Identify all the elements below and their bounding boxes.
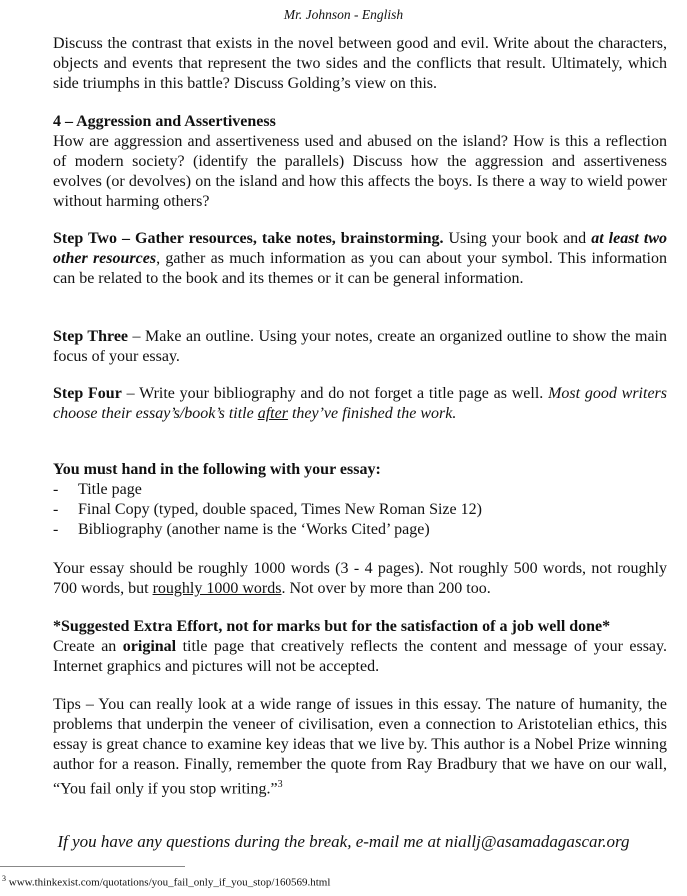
extra-bold: original [122,638,177,655]
tips-text: Tips – You can really look at a wide range of issues in this essay. The nature of humanity, the problems that underpin the veneer of civilisation, even a connection to Aristotelian ethics, this essay is great chance to examine key ideas that we live by. This author is a Nobel Prize winning author for a reason. Finally, remember the quote from Ray Bradbury that we have on our wall, “You fail only if you stop writing.” [53,696,667,798]
dash-bullet: - [53,521,59,538]
footnote-divider [0,866,185,867]
footnote-mark: 3 [2,874,6,883]
hand-in-section [53,460,667,540]
length-paragraph [53,559,667,599]
contact-line: If you have any questions during the break, e-mail me at niallj@asamadagascar.org [57,832,630,851]
list-item-text: Final Copy (typed, double spaced, Times New Roman Size 12) [78,501,482,518]
step-four-text: – Write your bibliography and do not forget a title page as well. [121,385,549,402]
step-two-text: Using your book and [443,230,592,247]
footnote [2,874,330,889]
extra-effort-title: *Suggested Extra Effort, not for marks but for the satisfaction of a job well done* [53,618,611,635]
extra-text-2: title page that creatively reflects the content and message of your essay. Internet graphics and pictures will not be accepted. [53,638,667,675]
section-aggression [53,112,667,212]
list-item [53,520,667,540]
step-three [53,327,667,367]
section-body: How are aggression and assertiveness used and abused on the island? How is this a reflection of modern society? (identify the parallels) Discuss how the aggression and assertiveness evolves (or devolves) on the island and how this affects the boys. Is there a way to wield power without harming others? [53,133,667,210]
section-title: 4 – Aggression and Assertiveness [53,113,276,130]
step-three-text: – Make an outline. Using your notes, create an organized outline to show the main focus of your essay. [53,328,667,365]
step-four-title: Step Four [53,385,122,402]
list-item-text: Bibliography (another name is the ‘Works Cited’ page) [78,521,430,538]
length-underlined: roughly 1000 words [152,580,282,597]
tips-paragraph [53,695,667,799]
step-four-underlined: after [257,405,288,422]
list-item [53,480,667,500]
step-two-title: Step Two – Gather resources, take notes, brainstorming. [53,230,444,247]
step-four [53,384,667,424]
step-two [53,229,667,289]
dash-bullet: - [53,481,59,498]
length-text-2: . Not over by more than 200 too. [281,580,491,597]
dash-bullet: - [53,501,59,518]
step-two-text-2: , gather as much information as you can about your symbol. This information can be related to the book and its themes or it can be general information. [53,250,668,287]
hand-in-list [53,480,667,540]
step-four-italic-2: they’ve finished the work. [287,405,457,422]
step-four-italic: Most good writers choose their essay’s/book’s title [53,385,667,422]
length-text: Your essay should be roughly 1000 words (3 - 4 pages). Not roughly 500 words, not roughly 700 words, but [53,560,667,597]
step-two-emphasis: at least two other resources [53,230,668,267]
step-three-title: Step Three [53,328,129,345]
intro-paragraph: Discuss the contrast that exists in the novel between good and evil. Write about the characters, objects and events that represent the two sides and the conflicts that result. Ultimately, which side triumphs in this battle? Discuss Golding’s view on this. [53,35,667,92]
footnote-text: www.thinkexist.com/quotations/you_fail_only_if_you_stop/160569.html [6,876,331,889]
extra-text: Create an [53,638,123,655]
footnote-reference: 3 [277,779,283,790]
hand-in-title: You must hand in the following with your essay: [53,461,381,478]
list-item-text: Title page [78,481,142,498]
page-header: Mr. Johnson - English [283,7,404,22]
extra-effort-section [53,617,667,677]
list-item [53,500,667,520]
